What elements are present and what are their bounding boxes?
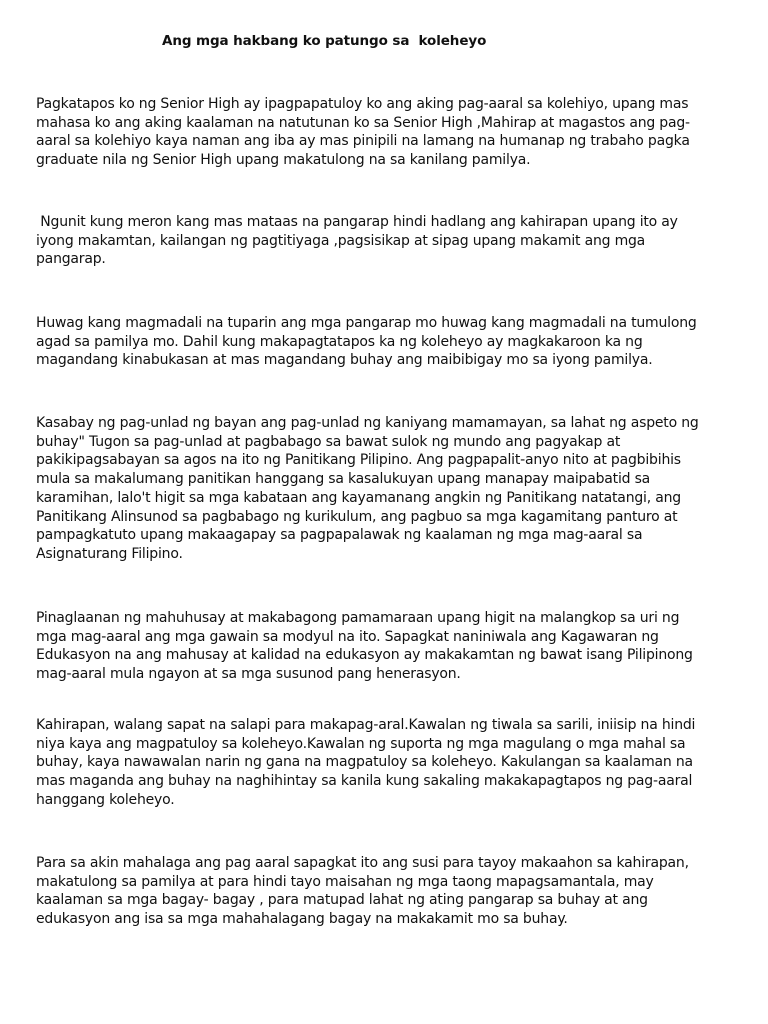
document-title: Ang mga hakbang ko patungo sa koleheyo	[162, 33, 487, 49]
paragraph-7: Para sa akin mahalaga ang pag aaral sapagkat ito ang susi para tayoy makaahon sa kahirapan, makatulong sa pamilya at para hindi tayo maisahan ng mga taong mapagsamantala, may kaalaman sa mga bagay- bagay , para matupad lahat ng ating pangarap sa buhay at ang edukasyon ang isa sa mga mahahalagang bagay na makakamit mo sa buhay.	[36, 855, 689, 928]
paragraph-4: Kasabay ng pag-unlad ng bayan ang pag-unlad ng kaniyang mamamayan, sa lahat ng aspeto ng buhay" Tugon sa pag-unlad at pagbabago sa bawat sulok ng mundo ang pagyakap at pakikipagsabayan sa agos na ito ng Panitikang Pilipino. Ang pagpapalit-anyo nito at pagbibihis mula sa makalumang panitikan hanggang sa kasalukuyan upang manapay maipabatid sa karamihan, lalo't higit sa mga kabataan ang kayamanang angkin ng Panitikang natatangi, ang Panitikang Alinsunod sa pagbabago ng kurikulum, ang pagbuo sa mga kagamitang panturo at pampagkatuto upang makaagapay sa pagpapalawak ng kaalaman ng mga mag-aaral sa Asignaturang Filipino.	[36, 415, 699, 562]
paragraph-1: Pagkatapos ko ng Senior High ay ipagpapatuloy ko ang aking pag-aaral sa kolehiyo, upang mas mahasa ko ang aking kaalaman na natutunan ko sa Senior High ,Mahirap at magastos ang pag- aaral sa kolehiyo kaya naman ang iba ay mas pinipili na lamang na humanap ng trabaho pagka graduate nila ng Senior High upang makatulong na sa kanilang pamilya.	[36, 96, 690, 169]
paragraph-5: Pinaglaanan ng mahuhusay at makabagong pamamaraan upang higit na malangkop sa uri ng mga mag-aaral ang mga gawain sa modyul na ito. Sapagkat naniniwala ang Kagawaran ng Edukasyon na ang mahusay at kalidad na edukasyon ay makakamtan ng bawat isang Pilipinong mag-aaral mula ngayon at sa mga susunod pang henerasyon.	[36, 610, 693, 683]
paragraph-3: Huwag kang magmadali na tuparin ang mga pangarap mo huwag kang magmadali na tumulong agad sa pamilya mo. Dahil kung makapagtatapos ka ng koleheyo ay magkakaroon ka ng magandang kinabukasan at mas magandang buhay ang maibibigay mo sa iyong pamilya.	[36, 315, 697, 369]
paragraph-2: Ngunit kung meron kang mas mataas na pangarap hindi hadlang ang kahirapan upang ito ay iyong makamtan, kailangan ng pagtitiyaga ,pagsisikap at sipag upang makamit ang mga pangarap.	[36, 214, 678, 268]
paragraph-6: Kahirapan, walang sapat na salapi para makapag-aral.Kawalan ng tiwala sa sarili, iniisip na hindi niya kaya ang magpatuloy sa koleheyo.Kawalan ng suporta ng mga magulang o mga mahal sa buhay, kaya nawawalan narin ng gana na magpatuloy sa koleheyo. Kakulangan sa kaalaman na mas maganda ang buhay na naghihintay sa kanila kung sakaling makakapagtapos ng pag-aaral hanggang koleheyo.	[36, 717, 696, 808]
